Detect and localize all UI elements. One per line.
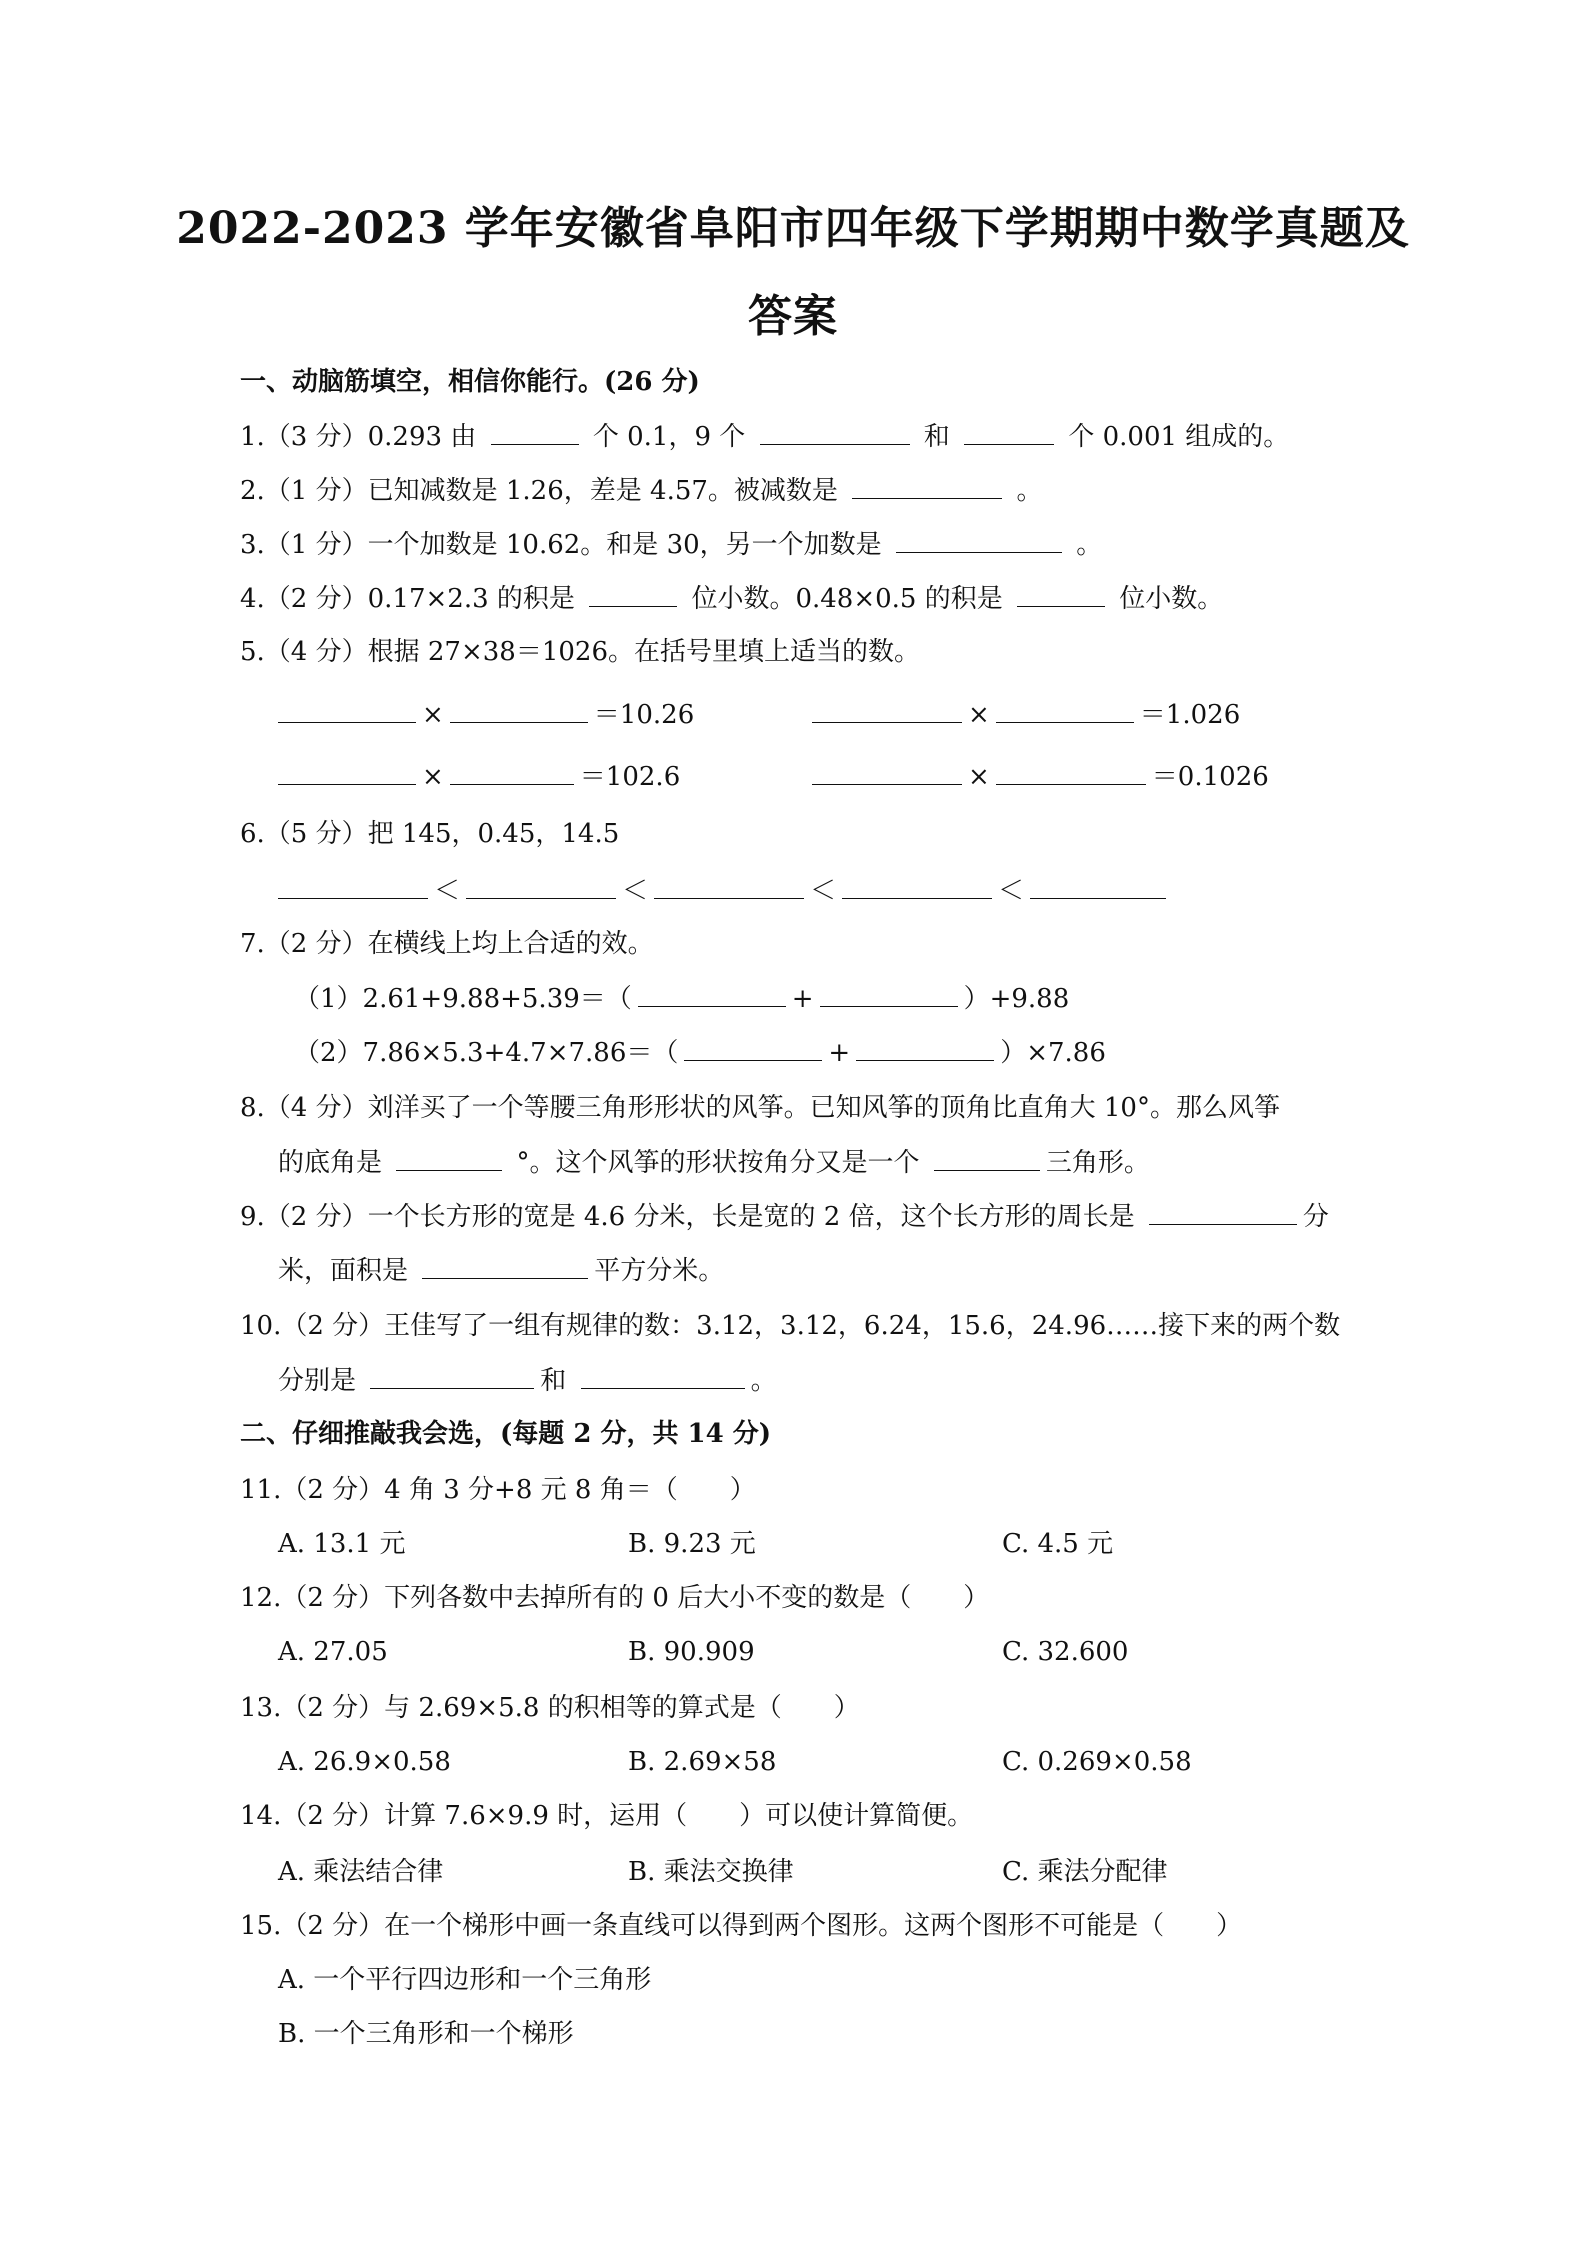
q8-blank-1[interactable] [396, 1144, 502, 1171]
q5-blank-5[interactable] [278, 758, 416, 785]
q5-row2-left [278, 758, 680, 795]
q9-text-c: 米，面积是 [278, 1256, 409, 1286]
q1-text-a: 1.（3 分）0.293 由 [240, 422, 477, 452]
q5-times: × [968, 762, 990, 792]
q7-sub-2 [294, 1034, 1106, 1071]
q6-blank-3[interactable] [654, 872, 804, 899]
q1-blank-2[interactable] [760, 418, 910, 445]
question-2 [240, 472, 1042, 509]
question-4 [240, 580, 1223, 617]
less-than-sign: ＜ [998, 876, 1025, 906]
q4-blank-2[interactable] [1017, 580, 1105, 607]
q5-times: × [422, 762, 444, 792]
q10-text-d: 。 [750, 1366, 777, 1396]
question-7: 7.（2 分）在横线上均上合适的效。 [240, 929, 654, 959]
q5-result-2: ＝1.026 [1139, 700, 1241, 730]
q8-line-2 [278, 1144, 1150, 1181]
q7-sub2-text: （2）7.86×5.3+4.7×7.86＝（ [294, 1038, 679, 1068]
q2-text-b: 。 [1016, 476, 1043, 506]
question-10: 10.（2 分）王佳写了一组有规律的数：3.12，3.12，6.24，15.6，24.96……接下来的两个数 [240, 1311, 1341, 1341]
q3-text-b: 。 [1076, 530, 1103, 560]
section1-heading: 一、动脑筋填空，相信你能行。(26 分) [240, 367, 700, 397]
q9-blank-1[interactable] [1149, 1198, 1297, 1225]
q1-blank-3[interactable] [964, 418, 1054, 445]
document-title-line1: 2022-2023 学年安徽省阜阳市四年级下学期期中数学真题及 [176, 203, 1410, 254]
q12-option-a[interactable]: A. 27.05 [278, 1637, 388, 1667]
q9-blank-2[interactable] [422, 1252, 588, 1279]
q6-blank-1[interactable] [278, 872, 428, 899]
q11-option-a[interactable]: A. 13.1 元 [278, 1529, 406, 1559]
less-than-sign: ＜ [810, 876, 837, 906]
q8-text-c: °。这个风筝的形状按角分又是一个 [516, 1148, 920, 1178]
plus-sign: + [828, 1038, 851, 1068]
q4-text-b: 位小数。0.48×0.5 的积是 [691, 584, 1003, 614]
q13-option-a[interactable]: A. 26.9×0.58 [278, 1747, 451, 1777]
q7-blank-4[interactable] [856, 1034, 994, 1061]
q6-blank-4[interactable] [842, 872, 992, 899]
q5-row1-left [278, 696, 694, 733]
q14-option-a[interactable]: A. 乘法结合律 [278, 1857, 444, 1887]
question-12: 12.（2 分）下列各数中去掉所有的 0 后大小不变的数是（ ） [240, 1583, 990, 1613]
question-11: 11.（2 分）4 角 3 分+8 元 8 角＝（ ） [240, 1475, 756, 1505]
q1-text-c: 和 [923, 422, 950, 452]
q10-line-2 [278, 1362, 777, 1399]
section2-heading: 二、仔细推敲我会选，(每题 2 分，共 14 分) [240, 1419, 772, 1449]
q5-blank-7[interactable] [812, 758, 962, 785]
q5-blank-1[interactable] [278, 696, 416, 723]
q10-blank-1[interactable] [370, 1362, 534, 1389]
q9-text-a: 9.（2 分）一个长方形的宽是 4.6 分米，长是宽的 2 倍，这个长方形的周长是 [240, 1202, 1135, 1232]
q9-text-b: 分 [1302, 1202, 1329, 1232]
q7-blank-1[interactable] [638, 980, 786, 1007]
q5-times: × [422, 700, 444, 730]
question-3 [240, 526, 1102, 563]
q1-text-d: 个 0.001 组成的。 [1068, 422, 1290, 452]
q1-text-b: 个 0.1，9 个 [592, 422, 746, 452]
q9-text-d: 平方分米。 [594, 1256, 725, 1286]
question-15: 15.（2 分）在一个梯形中画一条直线可以得到两个图形。这两个图形不可能是（ ） [240, 1911, 1243, 1941]
q2-text-a: 2.（1 分）已知减数是 1.26，差是 4.57。被减数是 [240, 476, 838, 506]
q7-sub1-text: （1）2.61+9.88+5.39＝（ [294, 984, 632, 1014]
q13-option-c[interactable]: C. 0.269×0.58 [1002, 1747, 1192, 1777]
q7-sub2-end: ）×7.86 [1000, 1038, 1106, 1068]
q8-text-b: 的底角是 [278, 1148, 383, 1178]
q2-blank[interactable] [852, 472, 1002, 499]
q5-result-3: ＝102.6 [579, 762, 681, 792]
q6-blank-5[interactable] [1030, 872, 1166, 899]
q14-option-c[interactable]: C. 乘法分配律 [1002, 1857, 1168, 1887]
question-1 [240, 418, 1289, 455]
q6-order-row [278, 872, 1172, 909]
plus-sign: + [791, 984, 814, 1014]
q5-blank-2[interactable] [450, 696, 588, 723]
q5-blank-4[interactable] [996, 696, 1134, 723]
q12-option-b[interactable]: B. 90.909 [628, 1637, 755, 1667]
q1-blank-1[interactable] [491, 418, 579, 445]
question-14: 14.（2 分）计算 7.6×9.9 时，运用（ ）可以使计算简便。 [240, 1801, 974, 1831]
q10-text-c: 和 [540, 1366, 567, 1396]
q7-sub-1 [294, 980, 1069, 1017]
q7-blank-2[interactable] [820, 980, 958, 1007]
q3-blank[interactable] [896, 526, 1062, 553]
document-title-line2: 答案 [748, 291, 838, 342]
q5-blank-8[interactable] [996, 758, 1146, 785]
less-than-sign: ＜ [622, 876, 649, 906]
q7-sub1-end: ）+9.88 [963, 984, 1070, 1014]
question-5: 5.（4 分）根据 27×38＝1026。在括号里填上适当的数。 [240, 637, 920, 667]
q7-blank-3[interactable] [684, 1034, 822, 1061]
question-9 [240, 1198, 1329, 1235]
q5-row2-right [812, 758, 1269, 795]
q14-option-b[interactable]: B. 乘法交换律 [628, 1857, 794, 1887]
q15-option-b[interactable]: B. 一个三角形和一个梯形 [278, 2019, 574, 2049]
question-6: 6.（5 分）把 145，0.45，14.5 [240, 819, 620, 849]
q5-result-1: ＝10.26 [593, 700, 695, 730]
q4-text-a: 4.（2 分）0.17×2.3 的积是 [240, 584, 575, 614]
question-13: 13.（2 分）与 2.69×5.8 的积相等的算式是（ ） [240, 1693, 860, 1723]
q5-blank-3[interactable] [812, 696, 962, 723]
q9-line-2 [278, 1252, 724, 1289]
question-8: 8.（4 分）刘洋买了一个等腰三角形形状的风筝。已知风筝的顶角比直角大 10°。那么风筝 [240, 1093, 1280, 1123]
q5-times: × [968, 700, 990, 730]
q5-result-4: ＝0.1026 [1151, 762, 1269, 792]
q12-option-c[interactable]: C. 32.600 [1002, 1637, 1129, 1667]
q8-blank-2[interactable] [934, 1144, 1040, 1171]
q6-blank-2[interactable] [466, 872, 616, 899]
less-than-sign: ＜ [434, 876, 461, 906]
q10-blank-2[interactable] [581, 1362, 745, 1389]
q10-text-b: 分别是 [278, 1366, 357, 1396]
q5-row1-right [812, 696, 1240, 733]
q15-option-a[interactable]: A. 一个平行四边形和一个三角形 [278, 1965, 652, 1995]
q4-blank-1[interactable] [589, 580, 677, 607]
q4-text-c: 位小数。 [1119, 584, 1224, 614]
q8-text-d: 三角形。 [1045, 1148, 1150, 1178]
q11-option-c[interactable]: C. 4.5 元 [1002, 1529, 1114, 1559]
q11-option-b[interactable]: B. 9.23 元 [628, 1529, 756, 1559]
q13-option-b[interactable]: B. 2.69×58 [628, 1747, 777, 1777]
q3-text-a: 3.（1 分）一个加数是 10.62。和是 30，另一个加数是 [240, 530, 882, 560]
q5-blank-6[interactable] [450, 758, 574, 785]
